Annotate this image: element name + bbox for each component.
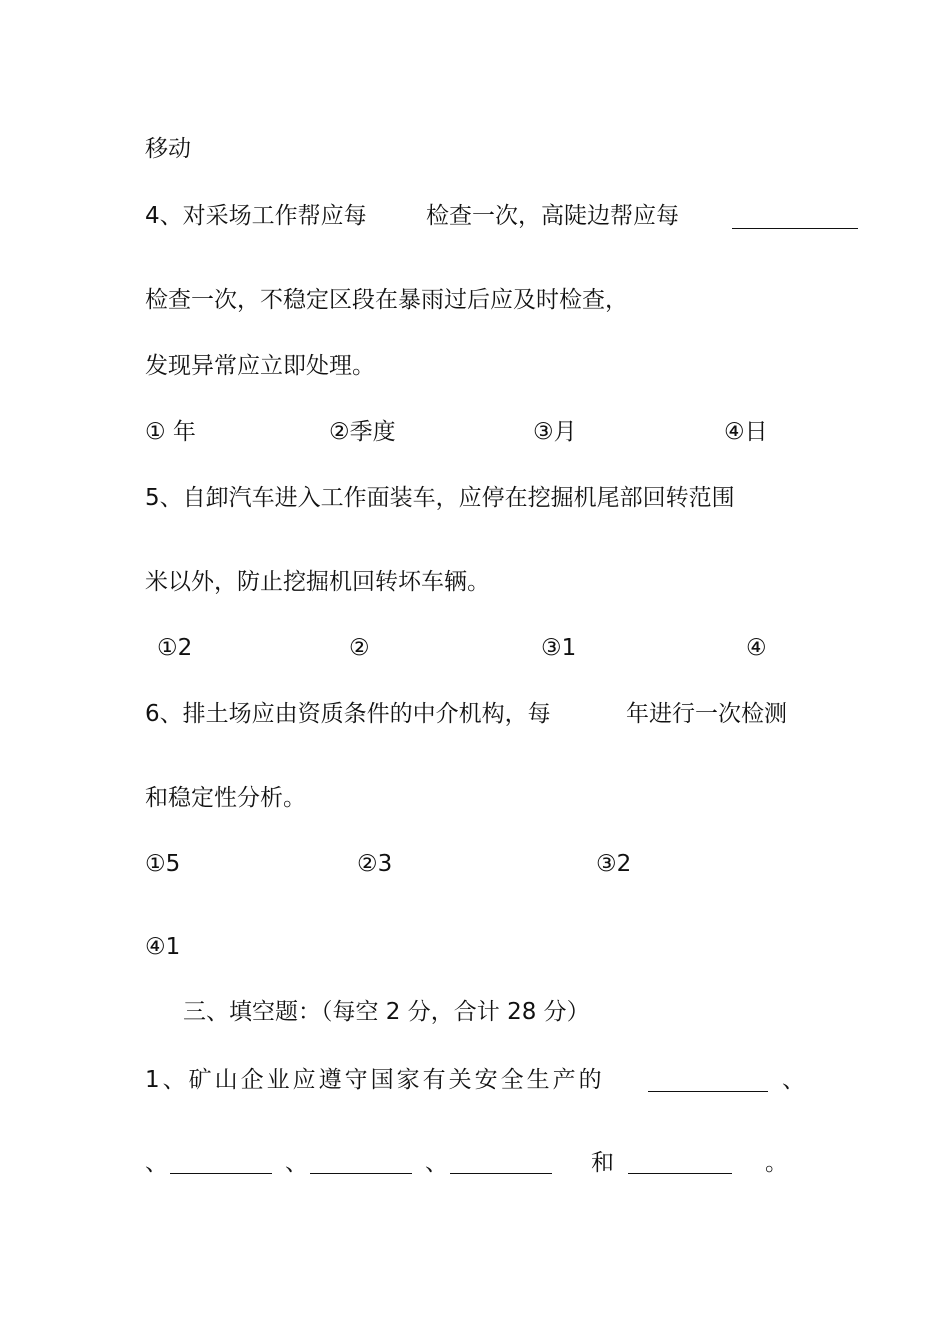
fill-1-separator-1: 、 <box>782 1067 805 1093</box>
fill-1-blank-2 <box>170 1173 272 1174</box>
question-5-option-2: ② <box>349 635 370 661</box>
question-4-option-4: ④日 <box>724 419 768 445</box>
question-5-option-3: ③1 <box>541 635 577 661</box>
fill-1-blank-1 <box>648 1091 768 1092</box>
question-6-option-3: ③2 <box>596 851 632 877</box>
fill-1-and: 和 <box>591 1150 614 1176</box>
question-5-line-1: 5、自卸汽车进入工作面装车，应停在挖掘机尾部回转范围 <box>145 485 735 511</box>
question-4-line-1: 4、对采场工作帮应每 <box>145 203 367 229</box>
question-6-option-2: ②3 <box>357 851 393 877</box>
fill-1-line-1: 1、矿山企业应遵守国家有关安全生产的 <box>145 1067 605 1093</box>
question-4-line-1b: 检查一次，高陡边帮应每 <box>426 203 679 229</box>
question-6-option-1: ①5 <box>145 851 181 877</box>
question-6-line-1b: 年进行一次检测 <box>626 701 787 727</box>
question-5-option-1: ①2 <box>157 635 193 661</box>
fill-1-separator-4: 、 <box>425 1150 448 1176</box>
question-4-option-1: ① 年 <box>145 419 196 445</box>
fill-1-separator-2: 、 <box>145 1150 168 1176</box>
fill-1-blank-5 <box>628 1173 732 1174</box>
fill-1-blank-4 <box>450 1173 552 1174</box>
fill-1-period: 。 <box>765 1150 788 1176</box>
text-line-continuation: 移动 <box>145 136 191 162</box>
question-4-blank <box>732 228 858 229</box>
question-5-line-2: 米以外，防止挖掘机回转坏车辆。 <box>145 569 490 595</box>
question-4-line-3: 发现异常应立即处理。 <box>145 353 375 379</box>
question-4-option-2: ②季度 <box>329 419 396 445</box>
question-6-line-2: 和稳定性分析。 <box>145 785 306 811</box>
question-6-line-1: 6、排土场应由资质条件的中介机构，每 <box>145 701 551 727</box>
question-4-option-3: ③月 <box>533 419 577 445</box>
question-4-line-2: 检查一次，不稳定区段在暴雨过后应及时检查， <box>145 287 628 313</box>
question-5-option-4: ④ <box>746 635 767 661</box>
question-6-option-4: ④1 <box>145 934 181 960</box>
section-3-heading: 三、填空题：（每空 2 分，合计 28 分） <box>183 999 590 1025</box>
fill-1-blank-3 <box>310 1173 412 1174</box>
fill-1-separator-3: 、 <box>285 1150 308 1176</box>
